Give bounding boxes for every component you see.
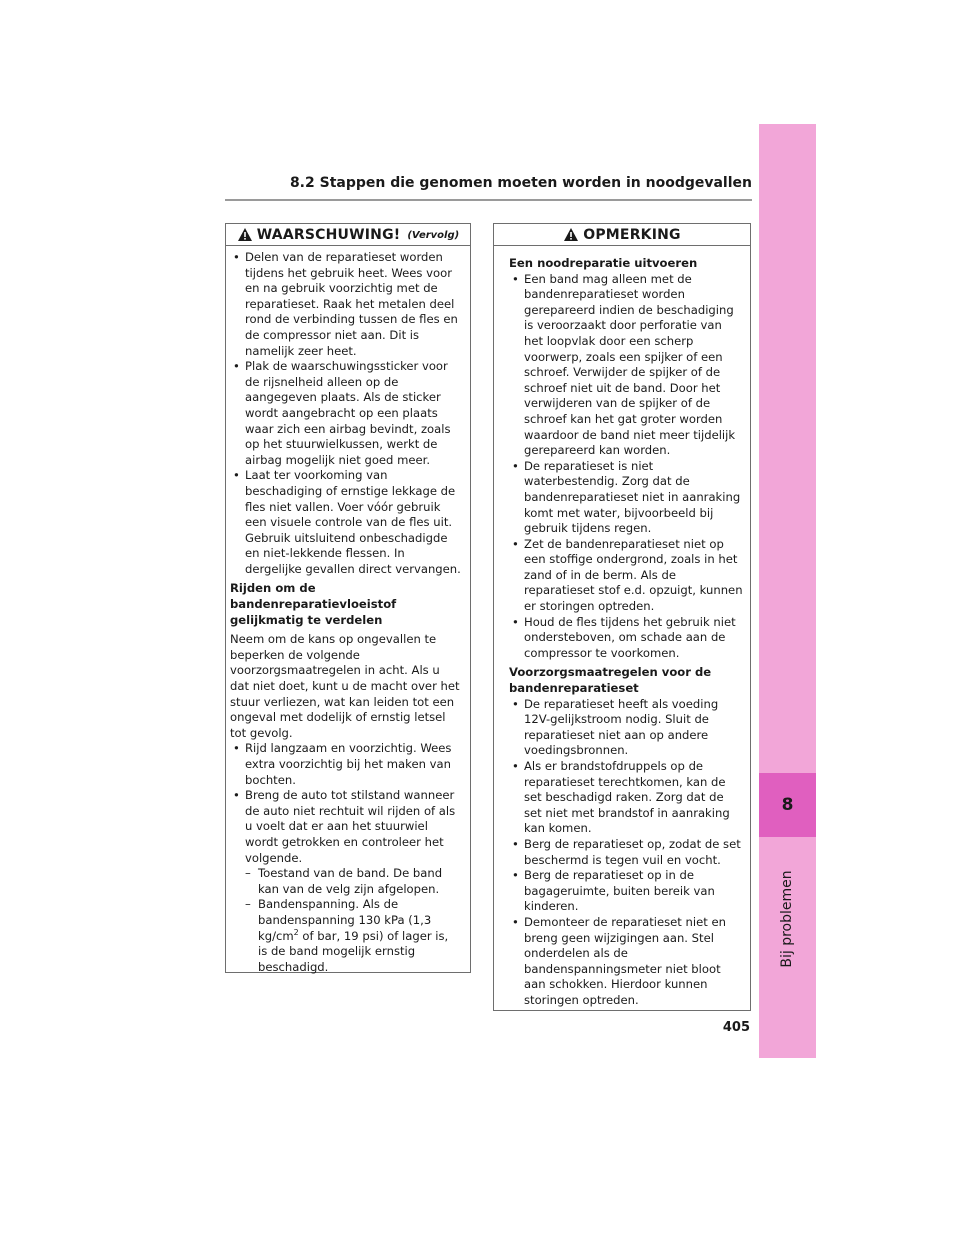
chapter-title — [767, 859, 807, 979]
list-item: • Berg de reparatieset op, zodat de set beschermd is tegen vuil en vocht. — [509, 837, 744, 868]
warning-box — [225, 223, 471, 973]
list-item: • De reparatieset is niet waterbestendig. Zorg dat de bandenreparatieset niet in aanraking komt met water, bijvoorbeeld bij gebruik tijdens regen. — [509, 459, 744, 537]
list-item: • Delen van de reparatieset worden tijdens het gebruik heet. Wees voor en na gebruik voorzichtig met de reparatieset. Raak het metalen deel rond de verbinding tussen de fles en de compressor niet aan. Dit is namelijk zeer heet. — [230, 250, 461, 359]
list-item: • Demonteer de reparatieset niet en breng geen wijzigingen aan. Stel onderdelen als de bandenspanningsmeter niet bloot aan schokken. Hierdoor kunnen storingen optreden. — [509, 915, 744, 1009]
list-item: • Rijd langzaam en voorzichtig. Wees extra voorzichtig bij het maken van bochten. — [230, 741, 461, 788]
notice-box-header — [494, 224, 750, 246]
warning-box-body — [226, 246, 470, 975]
dash-text-post: of bar, 19 psi) of lager is, is de band mogelijk ernstig beschadigd. — [258, 928, 449, 974]
chapter-number: 8 — [759, 773, 816, 837]
notice-triangle-icon — [563, 227, 579, 242]
chapter-side-tab — [759, 124, 816, 1058]
page-number: 405 — [722, 1020, 750, 1035]
warning-paragraph: Neem om de kans op ongevallen te beperken de volgende voorzorgsmaatregelen in acht. Als u dat niet doet, kunt u de macht over het stuur verliezen, wat kan leiden tot een ongeval met dodelijk of ernstig letsel tot gevolg. — [230, 632, 460, 740]
chapter-title-text: Bij problemen — [779, 870, 795, 968]
header-divider — [225, 199, 752, 201]
notice-box — [493, 223, 751, 1011]
warning-subheading: Rijden om de bandenreparatievloeistof gelijkmatig te verdelen — [230, 581, 397, 627]
list-item: • Een band mag alleen met de bandenreparatieset worden gerepareerd indien de beschadiging is veroorzaakt door perforatie van het loopvlak door een scherp voorwerp, zoals een spijker of een schroef. Verwijder de spijker of de schroef niet uit de band. Door het verwijderen van de spijker of de schroef kan het gat groter worden waardoor de band niet meer tijdelijk gerepareerd kan worden. — [509, 272, 744, 459]
dash-item: – Toestand van de band. De band kan van de velg zijn afgelopen. — [230, 866, 461, 897]
warning-triangle-icon — [237, 227, 253, 242]
list-item: • Plak de waarschuwingssticker voor de rijsnelheid alleen op de aangegeven plaats. Als de sticker wordt aangebracht op een plaats waar zich een airbag bevindt, zoals op het stuurwielkussen, werkt de airbag mogelijk niet goed meer. — [230, 359, 461, 468]
list-item: • Zet de bandenreparatieset niet op een stoffige ondergrond, zoals in het zand of in de berm. Als de reparatieset stof e.d. opzuigt, kunnen er storingen optreden. — [509, 537, 744, 615]
list-item: • Houd de fles tijdens het gebruik niet ondersteboven, om schade aan de compressor te voorkomen. — [509, 615, 744, 662]
list-item: • Laat ter voorkoming van beschadiging of ernstige lekkage de fles niet vallen. Voer vóór gebruik een visuele controle van de fles uit. Gebruik uitsluitend onbeschadigde en niet-lekkende flessen. In dergelijke gevallen direct vervangen. — [230, 468, 461, 577]
warning-title: WAARSCHUWING! — [256, 226, 401, 243]
list-item: • Berg de reparatieset op in de bagageruimte, buiten bereik van kinderen. — [509, 868, 744, 915]
list-item: • De reparatieset heeft als voeding 12V-gelijkstroom nodig. Sluit de reparatieset niet aan op andere voedingsbronnen. — [509, 697, 744, 759]
notice-box-body — [494, 246, 750, 1009]
list-item: • Als er brandstofdruppels op de reparatieset terechtkomen, kan de set beschadigd raken. Zorg dat de set niet met brandstof in aanraking kan komen. — [509, 759, 744, 837]
notice-subheading-1: Een noodreparatie uitvoeren — [509, 256, 698, 270]
dash-text-pre: Bandenspanning. Als de bandenspanning 130 kPa (1,3 kg/cm — [258, 897, 432, 943]
superscript: 2 — [293, 927, 299, 937]
notice-title: OPMERKING — [583, 226, 681, 243]
notice-subheading-2: Voorzorgsmaatregelen voor de bandenreparatieset — [509, 665, 712, 696]
warning-box-header — [226, 224, 470, 246]
section-title: 8.2 Stappen die genomen moeten worden in noodgevallen — [289, 175, 752, 191]
list-item: • Breng de auto tot stilstand wanneer de auto niet rechtuit wil rijden of als u voelt dat er aan het stuurwiel wordt getrokken en controleer het volgende. — [230, 788, 461, 866]
warning-subtitle: (Vervolg) — [407, 230, 460, 241]
dash-item — [230, 897, 461, 975]
